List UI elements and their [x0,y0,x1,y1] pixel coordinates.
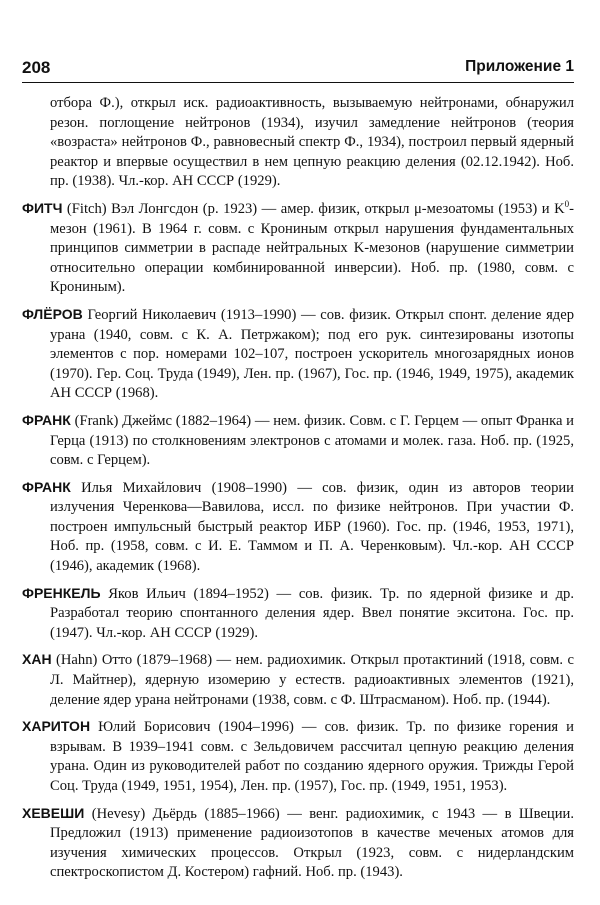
entry-surname: ФРАНК [22,411,71,428]
entry-hevesy [22,804,574,883]
entry-text: Яков Ильич (1894–1952) — сов. физик. Тр. по ядерной физике и др. Разработал теорию спонтанного деления ядер. Ввел понятие экситона. Гос. пр. (1947). Чл.-кор. АН СССР (1929). [50,585,574,641]
entry-text: -мезон (1961). В 1964 г. совм. с Крониным открыл нарушения фундаментальных принципов симметрии в распаде нейтральных K-мезонов (нарушение симметрии относительно операции комбинированной инверсии). Ноб. пр. (1980, совм. с Крониным). [50,200,574,296]
entry-frank-ilya [22,478,574,577]
entry-text: (Frank) Джеймс (1882–1964) — нем. физик. Совм. с Г. Герцем — опыт Франка и Герца (1913) по столкновениям электронов с атомами и молек. газа. Ноб. пр. (1925, совм. с Герцем). [50,412,574,469]
superscript: 0 [564,199,570,210]
entry-surname: ХЕВЕШИ [22,804,85,821]
entry-surname: ФЛЁРОВ [22,305,83,322]
entry-khariton [22,717,574,796]
page-header [22,58,574,84]
entry-flerov [22,305,574,404]
entry-frank-james [22,411,574,471]
entry-fitch [22,199,574,298]
entry-text: (Fitch) Вэл Лонгсдон (р. 1923) — амер. физик, открыл μ-мезоатомы (1953) и K [66,200,565,217]
entry-surname: ХАРИТОН [22,718,91,735]
entry-text: Георгий Николаевич (1913–1990) — сов. физик. Открыл спонт. деление ядер урана (1940, совм. с К. А. Петржаком); под его рук. синтезированы изотопы элементов с пор. номерами 102–107, построен ускоритель многозарядных ионов (1970). Гер. Соц. Труда (1949), Лен. пр. (1967), Гос. пр. (1946, 1949, 1975), академик АН СССР (1968). [50,306,574,402]
page-number: 208 [22,58,51,77]
entry-surname: ФРЕНКЕЛЬ [22,584,101,601]
entry-text: (Hevesy) Дьёрдь (1885–1966) — венг. радиохимик, с 1943 — в Швеции. Предложил (1913) применение радиоизотопов в качестве меченых атомов для изучения химических процессов. Открыл (1923, совм. с нидерландским спектроскопистом Д. Костером) гафний. Ноб. пр. (1943). [50,805,575,881]
entry-fermi-continuation [22,94,574,192]
entry-hahn [22,650,574,710]
page-body [22,94,574,890]
entry-text: Илья Михайлович (1908–1990) — сов. физик, один из авторов теории излучения Черенкова—Вавилова, иссл. по физике нейтронов. При участии Ф. построен импульсный быстрый реактор ИБР (1960). Гос. пр. (1946, 1953, 1971), Ноб. пр. (1958, совм. с И. Е. Таммом и П. А. Черенковым). Чл.-кор. АН СССР (1946), академик (1968). [50,479,574,575]
entry-text: Юлий Борисович (1904–1996) — сов. физик. Тр. по физике горения и взрывам. В 1939–1941 совм. с Зельдовичем рассчитал цепную реакцию деления урана. Один из руководителей работ по созданию ядерного оружия. Трижды Герой Соц. Труда (1949, 1951, 1954), Лен. пр. (1957), Гос. пр. (1949, 1951, 1953). [50,719,574,794]
entry-text: отбора Ф.), открыл иск. радиоактивность, вызываемую нейтронами, обнаружил резон. поглощение нейтронов (1934), изучил замедление нейтронов (теория «возраста» нейтронов Ф., равновесный спектр Ф., 1934), построил первый ядерный реактор и впервые осуществил в нем цепную реакцию деления (02.12.1942). Ноб. пр. (1938). Чл.-кор. АН СССР (1929). [50,95,574,190]
entry-surname: ФРАНК [22,478,71,495]
entry-surname: ФИТЧ [22,199,63,216]
entry-text: (Hahn) Отто (1879–1968) — нем. радиохимик. Открыл протактиний (1918, совм. с Л. Майтнер), ядерную изомерию у естеств. радиоактивных элементов (1921), деление ядер урана нейтронами (1938, совм. с Ф. Штрасманом). Ноб. пр. (1944). [50,652,574,708]
section-title: Приложение 1 [465,58,574,75]
entry-surname: ХАН [22,651,52,668]
header-divider [22,82,574,83]
entry-frenkel [22,584,574,644]
